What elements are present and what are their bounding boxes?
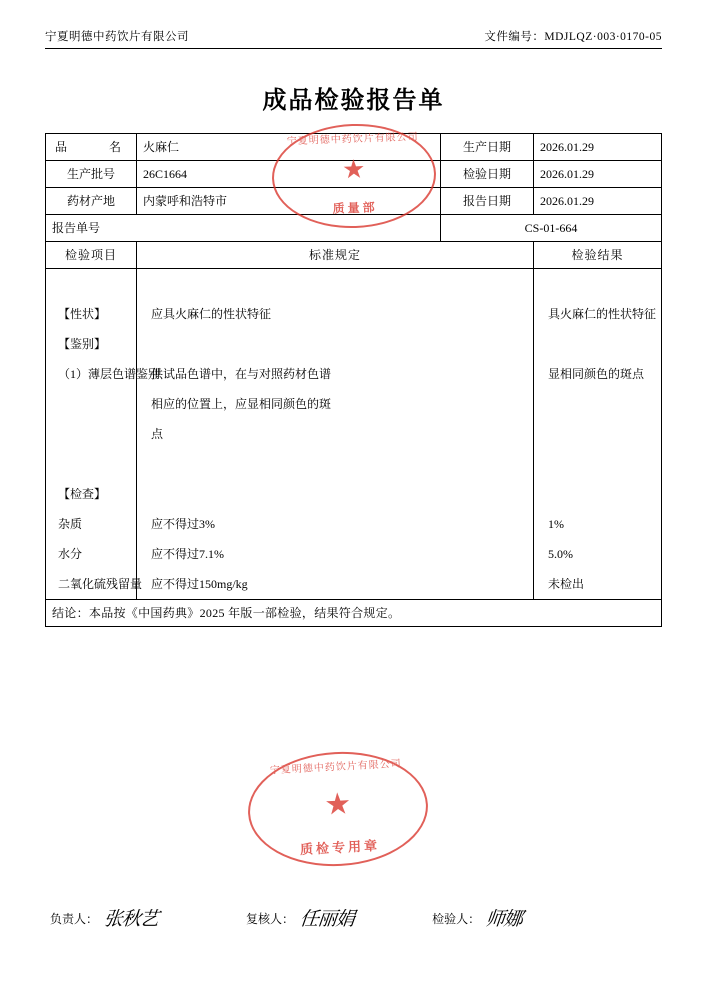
items-list	[52, 269, 161, 599]
signature-responsible	[50, 900, 160, 930]
list-item	[540, 269, 655, 299]
production-date-label: 生产日期	[441, 134, 534, 161]
origin-label: 药材产地	[46, 188, 137, 215]
report-date-label: 报告日期	[441, 188, 534, 215]
standards-list	[143, 269, 527, 599]
table-row	[46, 215, 662, 242]
items-column	[46, 269, 161, 600]
list-item: 供试品色谱中，在与对照药材色谱	[151, 367, 332, 381]
page-title: 成品检验报告单	[262, 88, 445, 114]
list-item	[143, 269, 527, 299]
list-item: 杂质	[58, 517, 83, 531]
company-name: 宁夏明德中药饮片有限公司	[45, 31, 189, 43]
list-item: 未检出	[548, 577, 585, 591]
report-no-label: 报告单号	[46, 215, 441, 242]
report-no-value: CS-01-664	[441, 215, 662, 242]
signature-name: 任丽娟	[298, 908, 356, 930]
signature-row	[45, 900, 662, 930]
seal-bottom-text: 质检专用章	[299, 837, 381, 858]
list-item	[52, 389, 130, 419]
table-row	[46, 161, 662, 188]
list-item: 具火麻仁的性状特征	[548, 307, 657, 321]
signature-name: 师娜	[484, 908, 524, 930]
list-item: 点	[151, 427, 164, 441]
list-item: 水分	[58, 547, 83, 561]
column-header-result: 检验结果	[534, 242, 662, 269]
list-item: 应不得过7.1%	[151, 547, 224, 561]
signature-reviewer	[246, 900, 356, 930]
product-name-value: 火麻仁	[137, 134, 441, 161]
list-item: 1%	[548, 517, 564, 531]
document-header	[45, 28, 662, 49]
document-code: 文件编号：MDJLQZ·003·0170-05	[484, 31, 662, 43]
list-item	[143, 479, 527, 509]
star-icon: ★	[341, 154, 366, 185]
standards-column	[137, 269, 534, 600]
signature-label: 负责人：	[50, 912, 99, 926]
list-item	[540, 389, 655, 419]
list-item	[52, 449, 130, 479]
list-item	[52, 419, 130, 449]
list-item: 应具火麻仁的性状特征	[151, 307, 272, 321]
list-item: 【检查】	[58, 487, 107, 501]
star-icon: ★	[323, 786, 353, 822]
signature-name: 张秋艺	[102, 908, 160, 930]
batch-label: 生产批号	[46, 161, 137, 188]
signature-label: 检验人：	[432, 912, 481, 926]
list-item: 显相同颜色的斑点	[548, 367, 645, 381]
list-item: 二氧化硫残留量	[58, 577, 143, 591]
seal-arc-text: 宁夏明德中药饮片有限公司	[286, 131, 419, 148]
list-item	[540, 419, 655, 449]
table-row	[46, 188, 662, 215]
list-item	[540, 479, 655, 509]
inspection-date-label: 检验日期	[441, 161, 534, 188]
batch-value: 26C1664	[137, 161, 441, 188]
origin-value: 内蒙呼和浩特市	[137, 188, 441, 215]
inspection-seal	[245, 747, 431, 870]
list-item: 应不得过3%	[151, 517, 215, 531]
conclusion-text: 结论：本品按《中国药典》2025 年版一部检验，结果符合规定。	[46, 600, 662, 627]
table-header-row	[46, 242, 662, 269]
results-column	[534, 269, 662, 600]
seal-arc-text: 宁夏明德中药饮片有限公司	[269, 758, 403, 777]
results-list	[540, 269, 655, 599]
seal-bottom-text: 质量部	[332, 200, 378, 216]
column-header-standard: 标准规定	[137, 242, 534, 269]
list-item	[143, 449, 527, 479]
production-date-value: 2026.01.29	[534, 134, 662, 161]
conclusion-row	[46, 600, 662, 627]
table-row	[46, 134, 662, 161]
list-item: 【性状】	[58, 307, 107, 321]
list-item	[143, 329, 527, 359]
list-item	[540, 329, 655, 359]
report-table	[45, 133, 662, 627]
signature-label: 复核人：	[246, 912, 295, 926]
list-item: （1）薄层色谱鉴别	[58, 367, 161, 381]
list-item: 5.0%	[548, 547, 573, 561]
list-item: 应不得过150mg/kg	[151, 577, 248, 591]
list-item: 相应的位置上，应显相同颜色的斑	[151, 397, 332, 411]
column-header-item: 检验项目	[46, 242, 137, 269]
report-date-value: 2026.01.29	[534, 188, 662, 215]
table-body-row	[46, 269, 662, 600]
signature-inspector	[432, 900, 524, 930]
inspection-date-value: 2026.01.29	[534, 161, 662, 188]
list-item	[52, 269, 130, 299]
list-item	[540, 449, 655, 479]
product-name-label: 品 名	[46, 134, 137, 161]
list-item: 【鉴别】	[58, 337, 107, 351]
